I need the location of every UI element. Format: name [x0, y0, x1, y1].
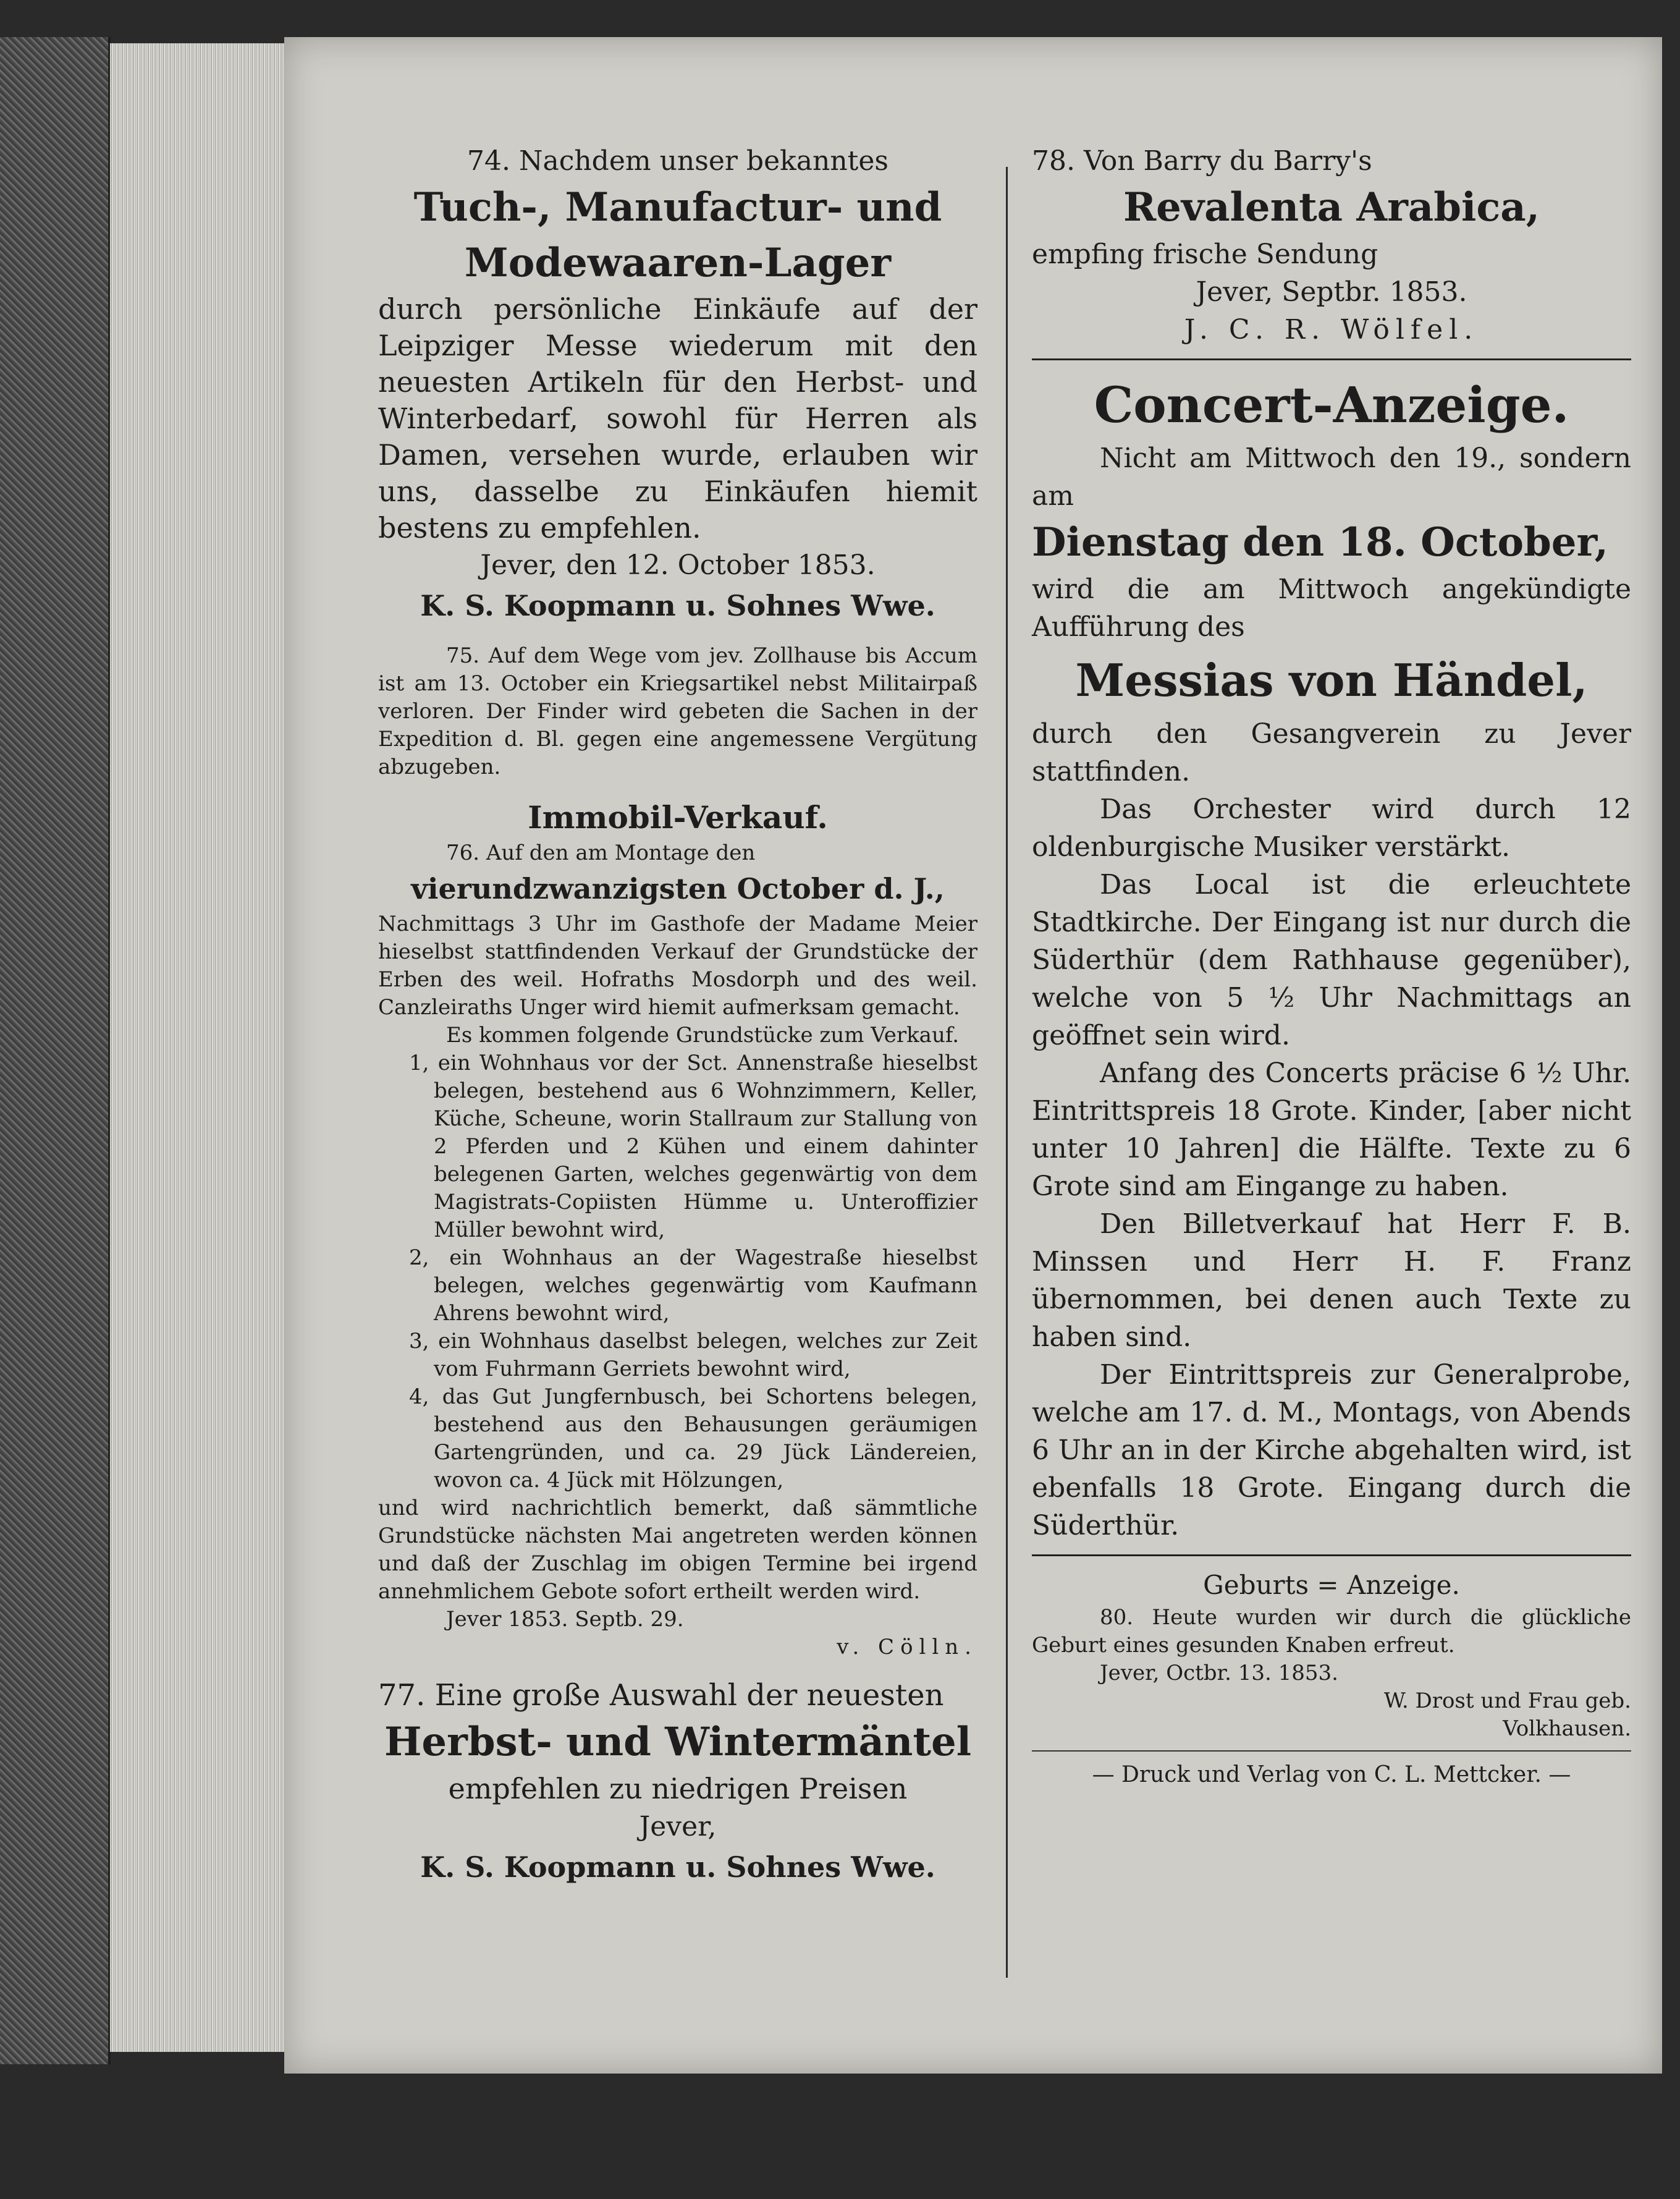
advert-80-place-date: Jever, Octbr. 13. 1853.	[1100, 1661, 1338, 1685]
advert-78-body: empfing frische Sendung	[1032, 239, 1378, 270]
separator-rule	[1032, 358, 1631, 360]
imprint: — Druck und Verlag von C. L. Mettcker. —	[1092, 1762, 1571, 1787]
advert-74-signature: K. S. Koopmann u. Sohnes Wwe.	[420, 589, 935, 622]
advert-76-body: Nachmittags 3 Uhr im Gasthofe der Madame Meier hieselbst stattfindenden Verkauf der Grundstücke der Erben des weil. Hofraths Mosdorph und des weil. Canzleiraths Unger wird hiemit aufmerksam gemacht.	[378, 912, 977, 1020]
advert-77	[378, 1676, 977, 1889]
right-column	[1032, 142, 1631, 1791]
advert-77-body: empfehlen zu niedrigen Preisen	[448, 1772, 908, 1805]
advert-78-place-date: Jever, Septbr. 1853.	[1196, 276, 1467, 308]
advert-74-title-line1: Tuch-, Manufactur- und	[413, 184, 942, 231]
advert-80-signature: W. Drost und Frau geb.	[1383, 1688, 1631, 1713]
advert-79-line1: Nicht am Mittwoch den 19., sondern am	[1032, 443, 1631, 512]
advert-78	[1032, 142, 1631, 349]
advert-79-date-line: Dienstag den 18. October,	[1032, 519, 1608, 566]
advert-79-paragraph: Das Orchester wird durch 12 oldenburgische Musiker verstärkt.	[1032, 794, 1631, 863]
advert-76-place-date: Jever 1853. Septb. 29.	[446, 1607, 684, 1632]
advert-76-intro: 76. Auf den am Montage den	[446, 841, 756, 865]
advert-76-signature: v. Cölln.	[837, 1635, 977, 1659]
advert-74	[378, 142, 977, 627]
advert-76-lead: Es kommen folgende Grundstücke zum Verkauf.	[446, 1023, 960, 1048]
advert-79-line2: wird die am Mittwoch angekündigte Aufführung des	[1032, 574, 1631, 643]
advert-78-intro: 78. Von Barry du Barry's	[1032, 145, 1372, 177]
advert-80-heading: Geburts = Anzeige.	[1203, 1570, 1460, 1600]
advert-74-title-line2: Modewaaren-Lager	[464, 240, 892, 286]
advert-77-intro: 77. Eine große Auswahl der neuesten	[378, 1678, 944, 1713]
advert-76-item: 4, das Gut Jungfernbusch, bei Schortens belegen, bestehend aus den Behausungen geräumigen Gartengründen, und ca. 29 Jück Ländereien, wovon ca. 4 Jück mit Hölzungen,	[409, 1384, 977, 1493]
advert-77-title: Herbst- und Wintermäntel	[384, 1719, 972, 1765]
advert-75-body: 75. Auf dem Wege vom jev. Zollhause bis Accum ist am 13. October ein Kriegsartikel nebst Militairpaß verloren. Der Finder wird gebeten die Sachen in der Expedition d. Bl. gegen eine angemessene Vergütung abzugeben.	[378, 643, 977, 779]
separator-rule	[1032, 1750, 1631, 1752]
advert-76-item: 1, ein Wohnhaus vor der Sct. Annenstraße hieselbst belegen, bestehend aus 6 Wohnzimmern, Keller, Küche, Scheune, worin Stallraum zur Stallung von 2 Pferden und 2 Kühen und einem dahinter belegenen Garten, welches gegenwärtig von dem Magistrats-Copiisten Hümme u. Unteroffizier Müller bewohnt wird,	[409, 1051, 977, 1242]
advert-79	[1032, 370, 1631, 1544]
advert-80-signature: Volkhausen.	[1503, 1716, 1631, 1741]
advert-76-date-line: vierundzwanzigsten October d. J.,	[411, 872, 945, 905]
advert-77-place: Jever,	[639, 1811, 717, 1842]
page-edges	[108, 43, 289, 2052]
advert-74-body: durch persönliche Einkäufe auf der Leipziger Messe wiederum mit den neuesten Artikeln für den Herbst- und Winterbedarf, sowohl für Herren als Damen, versehen wurde, erlauben wir uns, dasselbe zu Einkäufen hiemit bestens zu empfehlen.	[378, 292, 977, 544]
left-column	[378, 142, 977, 1889]
advert-76-item: 2, ein Wohnhaus an der Wagestraße hieselbst belegen, welches gegenwärtig vom Kaufmann Ahrens bewohnt wird,	[409, 1245, 977, 1326]
advert-74-place-date: Jever, den 12. October 1853.	[480, 549, 876, 581]
advert-76-closing: und wird nachrichtlich bemerkt, daß sämmtliche Grundstücke nächsten Mai angetreten werden können und daß der Zuschlag im obigen Termine bei irgend annehmlichem Gebote sofort ertheilt werden wird.	[378, 1496, 977, 1604]
book-cover	[0, 37, 111, 2064]
advert-79-paragraph: Anfang des Concerts präcise 6 ½ Uhr. Eintrittspreis 18 Grote. Kinder, [aber nicht unter 10 Jahren] die Hälfte. Texte zu 6 Grote sind am Eingange zu haben.	[1032, 1057, 1631, 1202]
advert-78-signature: J. C. R. Wölfel.	[1184, 314, 1479, 345]
advert-79-paragraph: Den Billetverkauf hat Herr F. B. Minssen und Herr H. F. Franz übernommen, bei denen auch Texte zu haben sind.	[1032, 1208, 1631, 1353]
advert-79-paragraph: durch den Gesangverein zu Jever stattfinden.	[1032, 718, 1631, 787]
advert-76-item: 3, ein Wohnhaus daselbst belegen, welches zur Zeit vom Fuhrmann Gerriets bewohnt wird,	[409, 1329, 977, 1381]
advert-78-title: Revalenta Arabica,	[1123, 184, 1540, 231]
separator-rule	[1032, 1554, 1631, 1556]
advert-75	[378, 642, 977, 781]
advert-76	[378, 796, 977, 1661]
advert-79-heading: Concert-Anzeige.	[1094, 376, 1569, 434]
advert-79-paragraph: Der Eintrittspreis zur Generalprobe, welche am 17. d. M., Montags, von Abends 6 Uhr an in der Kirche abgehalten wird, ist ebenfalls 18 Grote. Eingang durch die Süderthür.	[1032, 1359, 1631, 1541]
advert-80	[1032, 1566, 1631, 1743]
advert-77-signature: K. S. Koopmann u. Sohnes Wwe.	[420, 1850, 935, 1884]
advert-79-title: Messias von Händel,	[1075, 654, 1588, 706]
advert-79-paragraph: Das Local ist die erleuchtete Stadtkirche. Der Eingang ist nur durch die Süderthür (dem Rathhause gegenüber), welche von 5 ½ Uhr Nachmittags an geöffnet sein wird.	[1032, 869, 1631, 1051]
advert-74-intro: 74. Nachdem unser bekanntes	[467, 145, 889, 177]
advert-80-body: 80. Heute wurden wir durch die glückliche Geburt eines gesunden Knaben erfreut.	[1032, 1605, 1631, 1658]
advert-76-heading: Immobil-Verkauf.	[528, 799, 828, 836]
column-divider	[1006, 167, 1008, 1978]
